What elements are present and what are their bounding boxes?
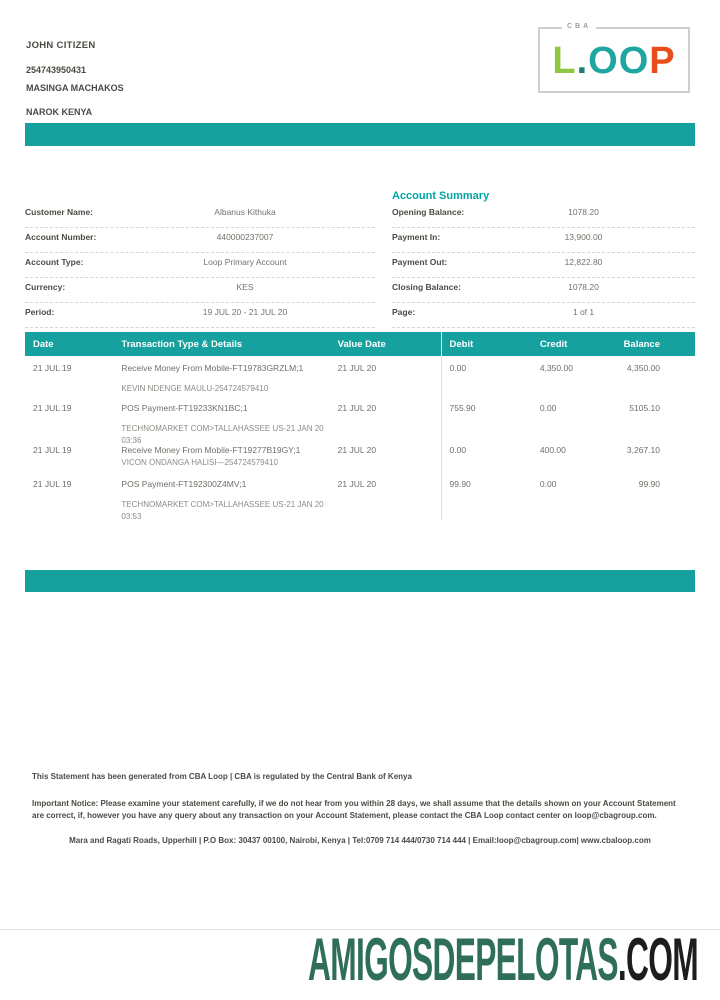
cell-debit: 0.00 <box>441 438 540 472</box>
header-credit: Credit <box>539 338 568 350</box>
cell-balance: 3,267.10 <box>626 445 660 455</box>
field-value: 1 of 1 <box>572 307 595 317</box>
field-label: Customer Name: <box>25 207 94 217</box>
summary-row-period <box>25 303 375 328</box>
field-label: Page: <box>392 307 416 317</box>
table-row <box>25 396 695 445</box>
important-notice: Important Notice: Please examine your statement carefully, if we do not hear from you within 28 days, we shall assume that the details shown on your Account Statement are correct, if, however you have any query about any transaction on your Account Statement, please contact the CBA Loop contact center on loop@cbagroup.com. <box>32 799 676 820</box>
header-value-date: Value Date <box>337 338 386 350</box>
recipient-block <box>26 40 124 117</box>
summary-row-page <box>392 303 695 328</box>
transaction-table <box>25 332 695 520</box>
statement-generated-note: This Statement has been generated from CBA Loop | CBA is regulated by the Central Bank of Kenya <box>32 772 412 781</box>
table-row <box>25 472 695 520</box>
cell-credit: 4,350.00 <box>539 363 573 373</box>
recipient-phone: 254743950431 <box>26 65 87 75</box>
summary-right-column <box>392 203 695 328</box>
cell-balance: 4,350.00 <box>626 363 660 373</box>
logo-loop-word <box>540 37 688 85</box>
cell-date: 21 JUL 19 <box>33 403 72 413</box>
transaction-type: Receive Money From Mobile-FT19783GRZLM;1 <box>121 363 304 373</box>
summary-row-opening-balance <box>392 203 695 228</box>
transaction-detail: VICON ONDANGA HALISI—254724579410 <box>121 458 278 467</box>
header-debit: Debit <box>441 332 540 356</box>
cell-credit: 0.00 <box>539 479 557 489</box>
cell-date: 21 JUL 19 <box>33 445 72 455</box>
field-value: Albanus Kithuka <box>214 207 276 217</box>
summary-row-currency <box>25 278 375 303</box>
field-value: 440000237007 <box>216 232 274 242</box>
header-details: Transaction Type & Details <box>121 338 243 350</box>
field-label: Account Type: <box>25 257 84 267</box>
cell-value-date: 21 JUL 20 <box>337 363 377 373</box>
summary-row-account-number <box>25 228 375 253</box>
table-row <box>25 356 695 396</box>
header-balance: Balance <box>623 338 660 350</box>
cell-value-date: 21 JUL 20 <box>337 403 377 413</box>
logo-letter-dot: . <box>576 40 589 82</box>
recipient-address1: MASINGA MACHAKOS <box>26 83 124 93</box>
summary-row-account-type <box>25 253 375 278</box>
field-label: Currency: <box>25 282 66 292</box>
transaction-detail: TECHNOMARKET COM>TALLAHASSEE US-21 JAN 20 <box>121 500 324 509</box>
field-value: Loop Primary Account <box>203 257 287 267</box>
cell-debit: 755.90 <box>441 396 540 438</box>
cba-loop-logo <box>538 23 690 93</box>
cell-details <box>121 356 337 396</box>
cell-details <box>121 472 337 520</box>
transaction-table-body <box>25 356 695 520</box>
site-watermark <box>308 927 698 994</box>
cell-value-date: 21 JUL 20 <box>337 445 377 455</box>
summary-row-payment-in <box>392 228 695 253</box>
summary-row-payment-out <box>392 253 695 278</box>
watermark-tld: .COM <box>617 927 698 994</box>
field-value: 12,822.80 <box>564 257 603 267</box>
transaction-table-header <box>25 332 695 356</box>
logo-cba-text: CBA <box>562 23 596 30</box>
watermark-site-name: AMIGOSDEPELOTAS <box>308 927 618 994</box>
bottom-teal-separator <box>25 570 695 592</box>
cell-balance: 5105.10 <box>629 403 660 413</box>
cell-debit: 0.00 <box>441 356 540 396</box>
table-row <box>25 438 695 472</box>
top-teal-banner <box>25 123 695 146</box>
field-value: 13,900.00 <box>564 232 603 242</box>
field-label: Account Number: <box>25 232 97 242</box>
summary-left-column <box>25 203 375 328</box>
logo-letter-p: P <box>649 40 676 82</box>
account-summary-heading: Account Summary <box>392 190 490 202</box>
transaction-detail-time: 03:36 <box>121 436 142 445</box>
cell-balance: 99.90 <box>638 479 660 489</box>
cell-details <box>121 438 337 472</box>
cell-details <box>121 396 337 445</box>
field-value: 1078.20 <box>568 282 599 292</box>
field-value: KES <box>236 282 254 292</box>
cell-debit: 99.90 <box>441 472 540 520</box>
field-value: 1078.20 <box>568 207 599 217</box>
cell-value-date: 21 JUL 20 <box>337 479 377 489</box>
transaction-type: POS Payment-FT192300Z4MV;1 <box>121 479 247 489</box>
transaction-type: POS Payment-FT19233KN1BC;1 <box>121 403 248 413</box>
transaction-detail: KEVIN NDENGE MAULU-254724579410 <box>121 384 269 393</box>
field-label: Period: <box>25 307 55 317</box>
recipient-address2: NAROK KENYA <box>26 107 93 117</box>
transaction-detail-time: 03:53 <box>121 512 142 521</box>
cell-credit: 0.00 <box>539 403 557 413</box>
recipient-name: JOHN CITIZEN <box>26 40 96 51</box>
field-label: Payment Out: <box>392 257 448 267</box>
field-label: Payment In: <box>392 232 441 242</box>
field-label: Opening Balance: <box>392 207 465 217</box>
header-date: Date <box>33 338 54 350</box>
summary-row-customer-name <box>25 203 375 228</box>
transaction-detail: TECHNOMARKET COM>TALLAHASSEE US-21 JAN 20 <box>121 424 324 433</box>
bank-address-line: Mara and Ragati Roads, Upperhill | P.O Box: 30437 00100, Nairobi, Kenya | Tel:0709 714 444/0730 714 444 | Email:loop@cbagroup.com| www.cbaloop.com <box>69 836 651 845</box>
cell-date: 21 JUL 19 <box>33 479 72 489</box>
cell-date: 21 JUL 19 <box>33 363 72 373</box>
logo-letters-oo: OO <box>588 40 650 82</box>
logo-letter-l: L <box>552 40 577 82</box>
field-label: Closing Balance: <box>392 282 461 292</box>
cell-credit: 400.00 <box>539 445 566 455</box>
transaction-type: Receive Money From Mobile-FT19277B19GY;1 <box>121 445 301 455</box>
field-value: 19 JUL 20 - 21 JUL 20 <box>202 307 288 317</box>
summary-row-closing-balance <box>392 278 695 303</box>
